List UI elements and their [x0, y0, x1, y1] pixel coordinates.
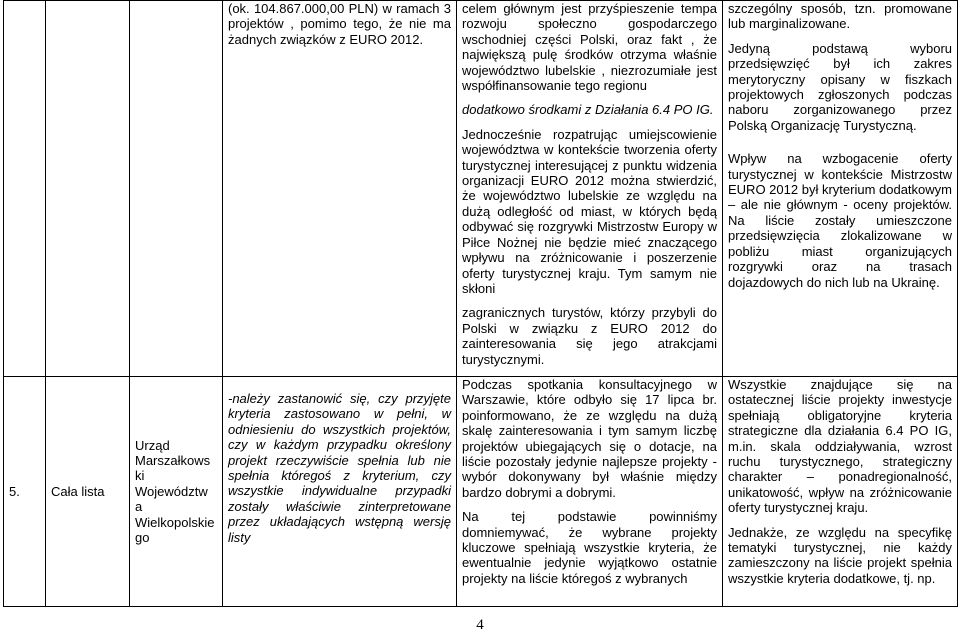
response-paragraph: zagranicznych turystów, którzy przybyli do Polski w związku z EURO 2012 do zainteresowania się jego atrakcjami turystycznymi.	[462, 305, 717, 367]
cell-response	[457, 377, 723, 607]
cell-number	[4, 377, 46, 607]
response-paragraph: celem głównym jest przyśpieszenie tempa rozwoju społeczno gospodarczego wschodniej części Polski, oraz fakt , że największą pulę środków otrzyma właśnie województwo lubelskie , niezrozumiałe jest współfinansowanie tego regionu	[462, 1, 717, 94]
comment-paragraph: Jednakże, ze względu na specyfikę tematyki turystycznej, nie każdy zamieszczony na liście projekt spełnia wszystkie kryteria dodatkowe, tj. np.	[728, 524, 952, 586]
response-paragraph: Jednocześnie rozpatrując umiejscowienie województwa w kontekście tworzenia oferty turystycznej interesującej z punktu widzenia organizacji EURO 2012 można stwierdzić, że województwo lubelskie ze względu na dużą odległość od miast, w których będą odbywać się rozgrywki Mistrzostw Europy w Piłce Nożnej nie będzie mieć znaczącego wpływu na zróżnicowanie i poszerzenie oferty turystycznej kraju. Tym samym nie skłoni	[462, 126, 717, 296]
cell-response	[457, 1, 723, 377]
cell-institution	[130, 377, 223, 607]
table-row	[4, 1, 958, 377]
cell-criteria	[223, 377, 457, 607]
cell-number-empty	[4, 1, 46, 377]
cell-criteria	[223, 1, 457, 377]
cell-scope-empty	[46, 1, 130, 377]
response-paragraph: dodatkowo środkami z Działania 6.4 PO IG.	[462, 102, 714, 118]
row-institution: Urząd Marszałkows ki Województw a Wielkopolskie go	[135, 437, 215, 546]
page-number: 4	[476, 617, 484, 633]
comment-paragraph: Wpływ na wzbogacenie oferty turystycznej w kontekście Mistrzostw EURO 2012 był kryterium dodatkowym – ale nie głównym - oceny projektów. Na liście zostały umieszczone przedsięwzięcia zlokalizowane w pobliżu miast organizujących rozgrywki oraz na trasach dojazdowych do nich lub na Ukrainę.	[728, 151, 952, 290]
cell-scope	[46, 377, 130, 607]
comment-paragraph: Jedyną podstawą wyboru przedsięwzięć był ich zakres merytoryczny opisany w fiszkach projektowych zgłoszonych podczas naboru zorganizowanego przez Polską Organizację Turystyczną.	[728, 40, 952, 133]
response-paragraph: Na tej podstawie powinniśmy domniemywać, że wybrane projekty kluczowe spełniają wszystkie kryteria, że ewentualnie jedynie wyjątkowo ostatnie projekty na liście któregoś z wybranych	[462, 509, 717, 586]
cell-comment	[723, 377, 958, 607]
comment-paragraph: szczególny sposób, tzn. promowane lub marginalizowane.	[728, 1, 952, 32]
cell-institution-empty	[130, 1, 223, 377]
criteria-text: (ok. 104.867.000,00 PLN) w ramach 3 projektów , pomimo tego, że nie ma żadnych związków z EURO 2012.	[228, 1, 451, 47]
response-paragraph: Podczas spotkania konsultacyjnego w Warszawie, które odbyło się 17 lipca br. poinformowano, że ze względu na dużą skalę zainteresowania i tym samym liczbę projektów ubiegających się o dotacje, na liście pozostały jedynie najlepsze projekty - wybór dokonywany był właśnie między bardzo dobrymi a dobrymi.	[462, 377, 717, 500]
row-number: 5.	[9, 483, 20, 499]
consultation-table	[3, 0, 958, 607]
row-scope: Cała lista	[51, 483, 105, 499]
comment-paragraph: Wszystkie znajdujące się na ostatecznej liście projekty inwestycje spełniają obligatoryjne kryteria strategiczne dla działania 6.4 PO IG, m.in. skala oddziaływania, wzrost ruchu turystycznego, strategiczny charakter – ponadregionalność, unikatowość, wpływ na zróżnicowanie oferty turystycznej kraju.	[728, 377, 952, 516]
table-row	[4, 377, 958, 607]
criteria-text: -należy zastanowić się, czy przyjęte kryteria zastosowano w pełni, w odniesieniu do wszystkich projektów, czy w każdym przypadku określony projekt rzeczywiście spełnia lub nie spełnia któregoś z kryterium, czy wszystkie indywidualne przypadki zostały właściwie zinterpretowane przez układających wstępną wersję listy	[228, 391, 451, 545]
cell-comment	[723, 1, 958, 377]
